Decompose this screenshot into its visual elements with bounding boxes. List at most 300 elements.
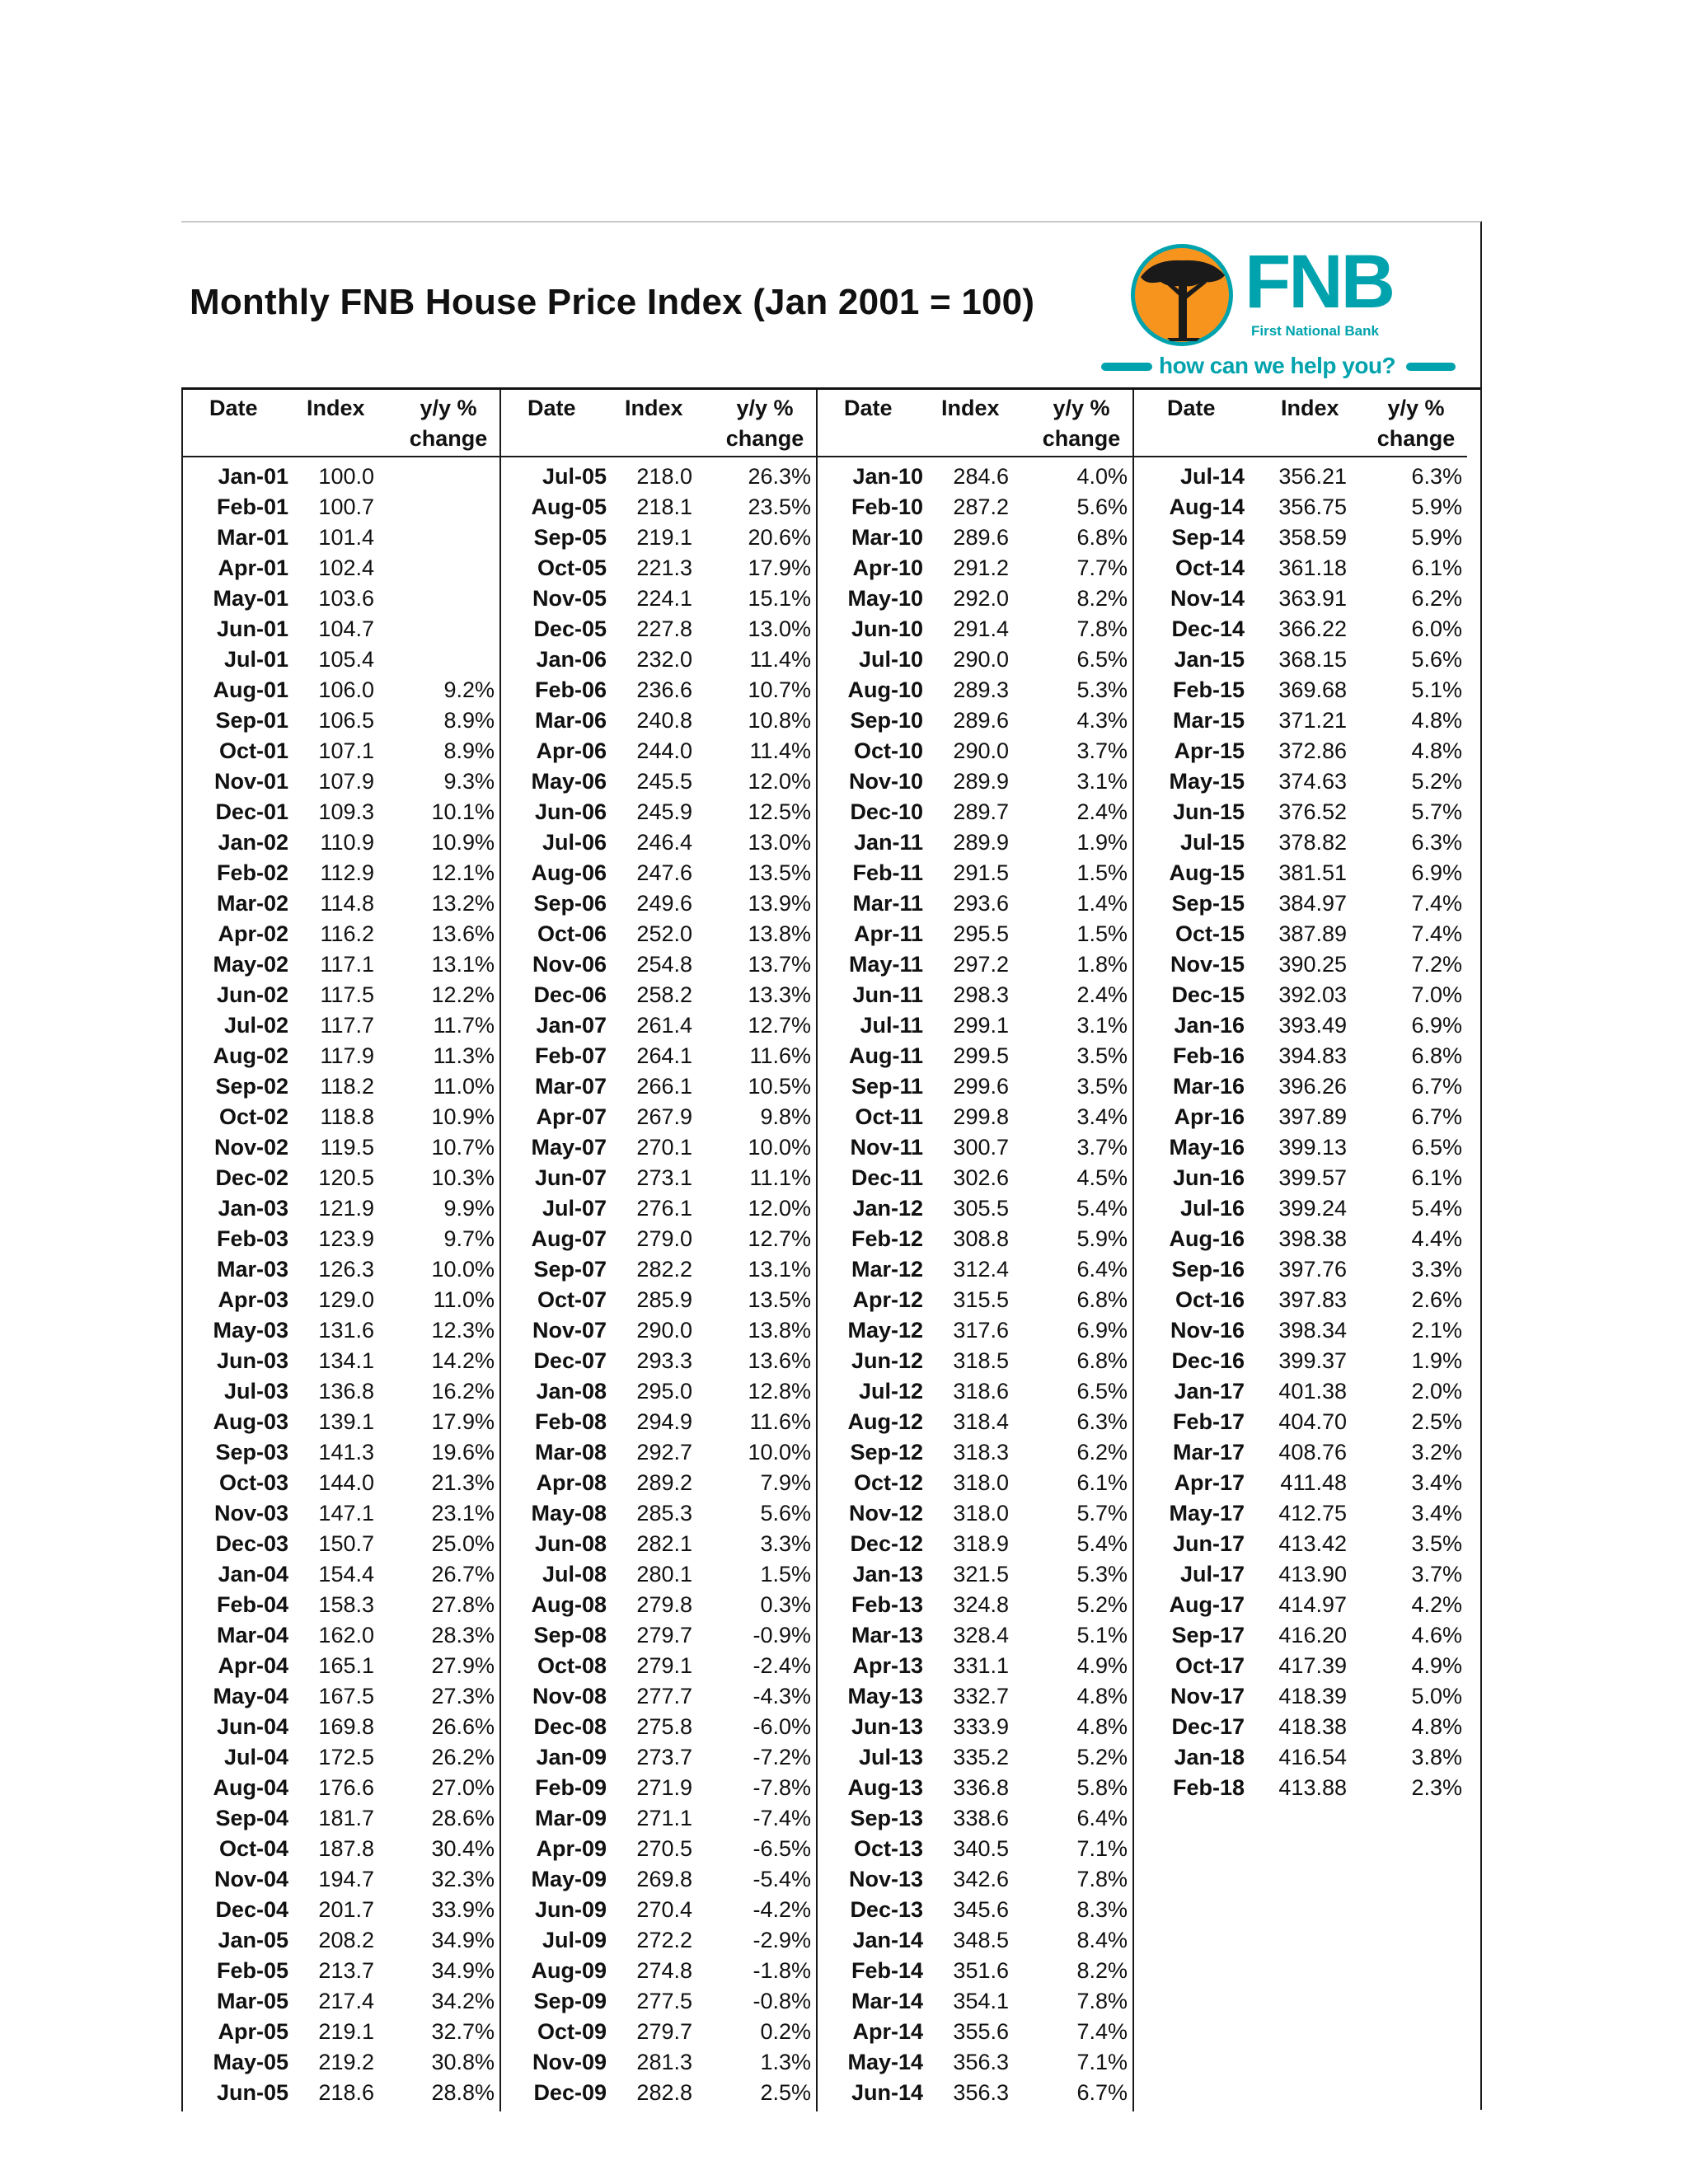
date-cell: Mar-06 [534,708,607,733]
table-row [501,1315,816,1346]
change-cell: 6.8% [1076,1287,1128,1312]
header-change-line2: change [725,426,804,451]
index-cell: 270.5 [636,1836,692,1861]
table-row [818,1529,1132,1559]
change-cell: 2.3% [1411,1775,1462,1800]
table-row [183,1193,499,1224]
change-cell: 34.2% [431,1989,495,2013]
header-change-line1: y/y % [736,396,794,420]
date-cell: Feb-10 [851,494,923,519]
index-cell: 284.6 [953,464,1009,489]
change-cell: 20.6% [748,525,811,550]
table-row [818,614,1132,644]
table-row [501,1956,816,1986]
index-cell: 271.9 [636,1775,692,1800]
index-cell: 266.1 [636,1074,692,1099]
index-cell: 413.88 [1278,1775,1347,1800]
table-row [501,1193,816,1224]
change-cell: 12.2% [431,982,495,1007]
change-cell: 11.6% [749,1409,811,1434]
change-cell: 13.6% [748,1348,811,1373]
date-cell: Feb-13 [851,1592,923,1617]
date-cell: Aug-14 [1169,494,1245,519]
index-cell: 312.4 [953,1257,1009,1282]
date-cell: Oct-09 [537,2019,607,2044]
table-row [818,1346,1132,1376]
index-cell: 270.4 [636,1897,692,1922]
change-cell: 7.4% [1411,891,1462,916]
date-cell: Jun-08 [534,1531,607,1556]
table-row [501,919,816,949]
change-cell: 3.1% [1076,769,1128,794]
date-cell: Nov-12 [848,1501,923,1526]
table-row [183,675,499,705]
table-row [1134,1773,1467,1803]
change-cell: 11.4% [749,647,811,672]
table-row [501,1834,816,1864]
table-row [183,1224,499,1254]
date-cell: Jan-17 [1174,1379,1245,1404]
index-cell: 351.6 [953,1958,1009,1983]
change-cell: 4.8% [1076,1684,1128,1708]
date-cell: Jan-03 [218,1196,288,1221]
change-cell: 5.9% [1411,525,1462,550]
table-row [501,1895,816,1925]
change-cell: 5.7% [1076,1501,1128,1526]
fnb-logo [1121,229,1467,382]
table-row [183,583,499,614]
change-cell: 9.2% [443,677,495,702]
date-cell: Jul-06 [542,830,607,855]
index-cell: 134.1 [318,1348,374,1373]
table-row [1134,1498,1467,1529]
table-row [501,1437,816,1468]
change-cell: 1.3% [760,2050,811,2074]
table-row [1134,492,1467,523]
table-row [183,2078,499,2108]
change-cell: 3.3% [760,1531,811,1556]
index-cell: 376.52 [1278,799,1347,824]
date-cell: Sep-03 [215,1440,288,1465]
date-cell: May-06 [531,769,607,794]
index-cell: 123.9 [318,1226,374,1251]
table-row [818,1834,1132,1864]
index-cell: 298.3 [953,982,1009,1007]
table-row [501,858,816,888]
date-cell: Feb-15 [1172,677,1245,702]
change-cell: 12.1% [431,860,495,885]
table-row [818,1071,1132,1102]
header-change [1040,393,1123,454]
change-cell: 26.7% [431,1562,495,1586]
date-cell: Feb-02 [216,860,288,885]
change-cell: 7.1% [1076,2050,1128,2074]
index-cell: 418.39 [1278,1684,1347,1708]
index-table [181,387,1480,2111]
table-row [501,1346,816,1376]
date-cell: Jan-06 [536,647,607,672]
index-cell: 321.5 [953,1562,1009,1586]
date-cell: Jul-09 [542,1928,607,1952]
table-row [1134,736,1467,766]
table-row [501,766,816,797]
index-cell: 279.7 [636,1623,692,1647]
table-row [1134,1681,1467,1712]
date-cell: May-10 [847,586,923,611]
table-column-block [499,390,816,2111]
index-cell: 181.7 [318,1806,374,1830]
change-cell: 11.1% [749,1165,811,1190]
change-cell: 7.9% [760,1470,811,1495]
table-row [183,644,499,675]
index-cell: 290.0 [953,647,1009,672]
change-cell: 7.8% [1076,1989,1128,2013]
table-row [183,1590,499,1620]
table-row [818,1895,1132,1925]
date-cell: Feb-06 [534,677,607,702]
date-cell: Dec-13 [850,1897,923,1922]
index-cell: 372.86 [1278,738,1347,763]
change-cell: 27.8% [431,1592,495,1617]
date-cell: Feb-05 [216,1958,288,1983]
table-row [501,553,816,583]
date-cell: Dec-08 [533,1714,607,1739]
index-cell: 246.4 [636,830,692,855]
index-cell: 416.20 [1278,1623,1347,1647]
change-cell: 27.3% [431,1684,495,1708]
date-cell: Dec-06 [533,982,607,1007]
change-cell: 9.9% [443,1196,495,1221]
table-row [1134,1041,1467,1071]
date-cell: Jan-11 [853,830,923,855]
date-cell: Feb-14 [851,1958,923,1983]
change-cell: 30.8% [431,2050,495,2074]
change-cell: -6.0% [753,1714,811,1739]
date-cell: Jul-13 [858,1745,923,1769]
change-cell: 7.0% [1411,982,1462,1007]
index-cell: 120.5 [318,1165,374,1190]
date-cell: Aug-04 [213,1775,288,1800]
date-cell: Mar-01 [216,525,288,550]
index-cell: 394.83 [1278,1043,1347,1068]
date-cell: Aug-12 [847,1409,923,1434]
change-cell: 6.1% [1411,1165,1462,1190]
table-row [501,949,816,980]
index-cell: 194.7 [318,1867,374,1891]
date-cell: May-17 [1169,1501,1245,1526]
change-cell: 3.5% [1076,1074,1128,1099]
change-cell: 34.9% [431,1958,495,1983]
index-cell: 318.9 [953,1531,1009,1556]
change-cell: 5.4% [1411,1196,1462,1221]
change-cell: 30.4% [431,1836,495,1861]
date-cell: Apr-05 [218,2019,288,2044]
change-cell: 10.7% [748,677,811,702]
date-cell: Feb-09 [534,1775,607,1800]
date-cell: Mar-17 [1172,1440,1245,1465]
date-cell: Apr-02 [218,921,288,946]
change-cell: 8.9% [443,738,495,763]
index-cell: 279.1 [636,1653,692,1678]
change-cell: 1.5% [760,1562,811,1586]
change-cell: 10.1% [431,799,495,824]
index-cell: 172.5 [318,1745,374,1769]
table-row [1134,1071,1467,1102]
index-cell: 318.4 [953,1409,1009,1434]
change-cell: 9.7% [443,1226,495,1251]
table-row [818,1651,1132,1681]
index-cell: 335.2 [953,1745,1009,1769]
date-cell: Oct-01 [218,738,288,763]
table-row [183,1620,499,1651]
change-cell: 6.4% [1076,1806,1128,1830]
date-cell: Oct-05 [537,555,607,580]
date-cell: Nov-13 [848,1867,923,1891]
table-row [1134,1224,1467,1254]
date-cell: Jan-08 [536,1379,607,1404]
table-row [1134,705,1467,736]
date-cell: Jan-05 [218,1928,288,1952]
table-row [818,1498,1132,1529]
change-cell: 7.4% [1076,2019,1128,2044]
change-cell: 26.3% [748,464,811,489]
index-cell: 340.5 [953,1836,1009,1861]
change-cell: -7.8% [753,1775,811,1800]
change-cell: 3.3% [1411,1257,1462,1282]
table-row [1134,1010,1467,1041]
table-row [183,858,499,888]
table-row [501,1651,816,1681]
table-row [183,1041,499,1071]
table-row [501,614,816,644]
index-cell: 147.1 [318,1501,374,1526]
index-cell: 356.75 [1278,494,1347,519]
header-index: Index [1281,396,1339,420]
date-cell: Jan-15 [1174,647,1245,672]
change-cell: 2.6% [1411,1287,1462,1312]
change-cell: -7.4% [753,1806,811,1830]
index-cell: 129.0 [318,1287,374,1312]
index-cell: 294.9 [636,1409,692,1434]
change-cell: 13.5% [748,1287,811,1312]
table-row [183,736,499,766]
table-row [818,1742,1132,1773]
change-cell: -1.8% [753,1958,811,1983]
table-row [1134,553,1467,583]
index-cell: 332.7 [953,1684,1009,1708]
change-cell: 10.8% [748,708,811,733]
date-cell: Aug-09 [531,1958,607,1983]
change-cell: 6.2% [1076,1440,1128,1465]
table-row [818,523,1132,553]
date-cell: Jul-11 [860,1013,923,1038]
table-row [1134,1132,1467,1163]
index-cell: 331.1 [953,1653,1009,1678]
index-cell: 245.5 [636,769,692,794]
date-cell: Sep-17 [1171,1623,1245,1647]
date-cell: Feb-04 [216,1592,288,1617]
table-row [501,1986,816,2017]
index-cell: 393.49 [1278,1013,1347,1038]
change-cell: 5.4% [1076,1196,1128,1221]
index-cell: 318.5 [953,1348,1009,1373]
date-cell: Jun-06 [534,799,607,824]
table-row [501,1529,816,1559]
table-row [183,1285,499,1315]
index-cell: 201.7 [318,1897,374,1922]
date-cell: May-07 [531,1135,607,1160]
index-cell: 254.8 [636,952,692,977]
change-cell: 4.9% [1076,1653,1128,1678]
date-cell: Aug-15 [1169,860,1245,885]
index-cell: 295.0 [636,1379,692,1404]
table-row [183,1925,499,1956]
date-cell: Jul-02 [223,1013,288,1038]
change-cell: 2.1% [1411,1318,1462,1343]
date-cell: Nov-14 [1170,586,1245,611]
change-cell: 19.6% [431,1440,495,1465]
change-cell: 3.2% [1411,1440,1462,1465]
date-cell: May-03 [213,1318,288,1343]
change-cell: 1.4% [1076,891,1128,916]
index-cell: 299.6 [953,1074,1009,1099]
table-row [1134,614,1467,644]
date-cell: Apr-08 [536,1470,607,1495]
date-cell: Nov-03 [213,1501,288,1526]
header-change-line2: change [409,426,488,451]
date-cell: Aug-11 [848,1043,923,1068]
header [181,223,1480,387]
change-cell: 13.8% [748,1318,811,1343]
index-cell: 221.3 [636,555,692,580]
change-cell: 16.2% [431,1379,495,1404]
index-cell: 318.3 [953,1440,1009,1465]
date-cell: Sep-11 [851,1074,923,1099]
change-cell: 11.3% [433,1043,495,1068]
index-cell: 361.18 [1278,555,1347,580]
date-cell: Nov-15 [1170,952,1245,977]
change-cell: 12.7% [748,1226,811,1251]
index-cell: 299.1 [953,1013,1009,1038]
index-cell: 289.3 [953,677,1009,702]
header-change [724,393,806,454]
date-cell: Mar-16 [1172,1074,1245,1099]
change-cell: 27.0% [431,1775,495,1800]
date-cell: Aug-13 [847,1775,923,1800]
table-row [1134,1712,1467,1742]
index-cell: 114.8 [320,891,374,916]
date-cell: Jan-18 [1174,1745,1245,1769]
date-cell: Jan-10 [852,464,923,489]
date-cell: Feb-08 [534,1409,607,1434]
index-cell: 131.6 [318,1318,374,1343]
change-cell: 5.1% [1411,677,1462,702]
index-cell: 162.0 [318,1623,374,1647]
date-cell: Nov-02 [213,1135,288,1160]
acacia-tree-icon [1121,241,1243,349]
index-cell: 279.0 [636,1226,692,1251]
table-row [818,644,1132,675]
table-column-block [181,390,499,2111]
table-row [818,675,1132,705]
table-row [501,1559,816,1590]
table-row [818,797,1132,827]
table-row [501,523,816,553]
table-row [183,1834,499,1864]
column-header [1134,390,1467,457]
date-cell: Dec-07 [533,1348,607,1373]
table-row [818,2017,1132,2047]
table-row [501,1254,816,1285]
table-row [501,675,816,705]
table-row [183,1437,499,1468]
date-cell: Jan-04 [218,1562,288,1586]
index-cell: 117.7 [320,1013,374,1038]
brand-name: FNB [1245,240,1394,324]
date-cell: Jun-14 [851,2080,923,2105]
date-cell: Oct-07 [537,1287,607,1312]
index-cell: 374.63 [1278,769,1347,794]
change-cell: 10.0% [748,1135,811,1160]
table-row [501,1163,816,1193]
change-cell: 13.9% [748,891,811,916]
date-cell: Apr-01 [218,555,288,580]
header-date: Date [209,396,258,420]
index-cell: 103.6 [318,586,374,611]
index-cell: 399.37 [1278,1348,1347,1373]
index-cell: 396.26 [1278,1074,1347,1099]
index-cell: 219.1 [636,525,692,550]
table-row [183,797,499,827]
table-row [501,1010,816,1041]
change-cell: 6.7% [1076,2080,1128,2105]
table-row [501,888,816,919]
change-cell: 6.8% [1076,525,1128,550]
date-cell: Nov-05 [532,586,607,611]
table-row [818,1132,1132,1163]
table-row [183,1529,499,1559]
index-cell: 289.7 [953,799,1009,824]
table-row [501,1864,816,1895]
change-cell: 6.7% [1411,1104,1462,1129]
table-row [1134,858,1467,888]
index-cell: 139.1 [318,1409,374,1434]
change-cell: 5.6% [1411,647,1462,672]
index-cell: 315.5 [953,1287,1009,1312]
table-row [1134,1559,1467,1590]
index-cell: 381.51 [1278,860,1347,885]
index-cell: 105.4 [318,647,374,672]
date-cell: Jun-12 [851,1348,923,1373]
date-cell: Apr-15 [1174,738,1245,763]
date-cell: Oct-16 [1175,1287,1245,1312]
index-cell: 289.6 [953,708,1009,733]
table-row [183,1895,499,1925]
change-cell: 5.3% [1076,1562,1128,1586]
table-row [183,1773,499,1803]
date-cell: Aug-10 [847,677,923,702]
change-cell: 2.4% [1076,799,1128,824]
change-cell: 5.9% [1076,1226,1128,1251]
table-row [501,462,816,492]
index-cell: 348.5 [953,1928,1009,1952]
table-row [183,523,499,553]
change-cell: 5.1% [1076,1623,1128,1647]
change-cell: 8.3% [1076,1897,1128,1922]
change-cell: 2.0% [1411,1379,1462,1404]
date-cell: Jun-04 [216,1714,288,1739]
table-row [1134,675,1467,705]
